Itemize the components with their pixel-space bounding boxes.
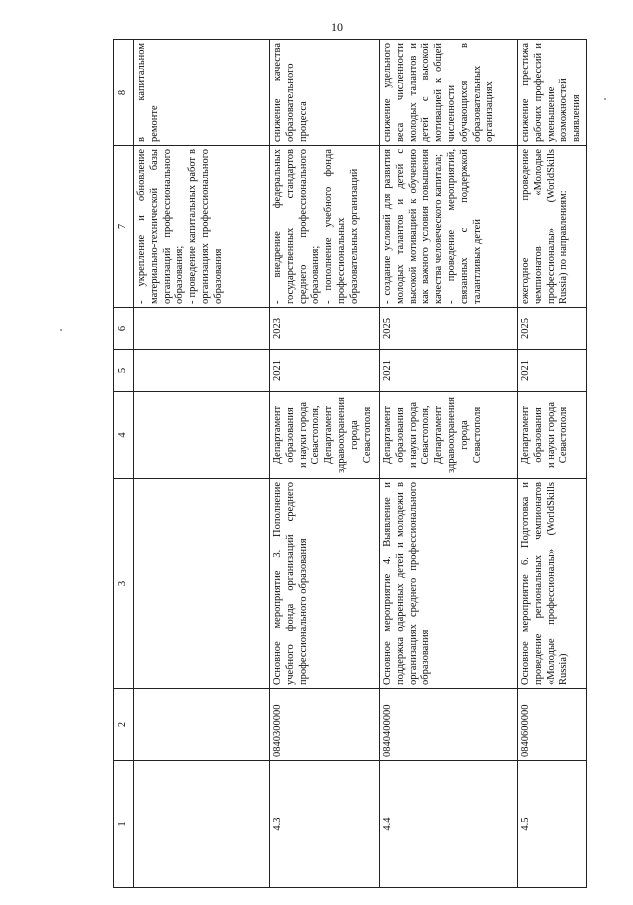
row-number-cell: 4.3	[270, 761, 380, 888]
code-cell: 0840600000	[518, 689, 587, 761]
program-events-table	[113, 39, 587, 888]
start-year-cell: 2021	[380, 350, 518, 392]
table-row	[518, 40, 587, 888]
executor-line: и науки города	[407, 401, 419, 469]
consequence-text: снижение престижа рабочих профессий и уменьшение возможностей выявления	[520, 43, 583, 142]
consequence-text: в капитальном ремонте	[136, 43, 160, 142]
column-header: 6	[114, 308, 134, 350]
column-header: 2	[114, 689, 134, 761]
executor-cell	[518, 392, 587, 479]
row-number-cell	[134, 761, 270, 888]
code-cell	[134, 689, 270, 761]
result-text: ежегодное проведение чемпионатов «Молодые профессионалы» (WorldSkills Russia) по направлениям:	[520, 149, 570, 304]
executor-line: Севастополя	[471, 406, 483, 464]
executor-line: Департамент	[323, 405, 335, 465]
executor-line: образования	[284, 407, 296, 463]
rotated-table-container	[113, 40, 583, 888]
event-cell: Основное мероприятие 6. Подготовка и проведение региональных чемпионатов «Молодые профессионалы» (WorldSkills Russia)	[518, 479, 587, 689]
code-cell: 0840400000	[380, 689, 518, 761]
column-header: 8	[114, 40, 134, 146]
results-cell	[134, 146, 270, 308]
executor-line: Севастополя,	[310, 405, 322, 465]
code-cell: 0840300000	[270, 689, 380, 761]
event-cell: Основное мероприятие 3. Пополнение учебного фонда организаций среднего профессионального образования	[270, 479, 380, 689]
executor-line: города	[348, 420, 360, 450]
executor-line: здравоохранения	[335, 397, 347, 473]
results-cell	[270, 146, 380, 308]
executor-line: и науки города	[545, 401, 557, 469]
result-text: - проведение мероприятий, связанных с поддержкой талантливых детей	[445, 149, 483, 304]
executor-line: образования	[394, 407, 406, 463]
executor-line: Департамент	[272, 405, 283, 465]
result-text: - пополнение учебного фонда профессиональных образовательных организаций	[323, 149, 360, 304]
event-cell: Основное мероприятие 4. Выявление и поддержка одаренных детей и молодежи в организациях среднего профессионального образования	[380, 479, 518, 689]
start-year-cell: 2021	[518, 350, 587, 392]
column-header: 4	[114, 392, 134, 479]
scan-speck	[60, 329, 62, 331]
result-text: - проведение капитальных работ в организациях профессионального образования	[187, 149, 224, 304]
executor-line: и науки города	[297, 401, 309, 469]
consequence-text: снижение качества образовательного процесса	[272, 43, 309, 142]
executor-line: Севастополя	[558, 406, 570, 464]
start-year-cell	[134, 350, 270, 392]
consequences-cell	[134, 40, 270, 146]
column-header: 1	[114, 761, 134, 888]
row-number-cell: 4.4	[380, 761, 518, 888]
end-year-cell: 2023	[270, 308, 380, 350]
executor-cell	[270, 392, 380, 479]
executor-cell	[134, 392, 270, 479]
end-year-cell: 2025	[518, 308, 587, 350]
column-header: 3	[114, 479, 134, 689]
executor-line: Департамент	[382, 405, 393, 465]
executor-line: Департамент	[520, 405, 531, 465]
executor-line: здравоохранения	[445, 397, 457, 473]
result-text: - внедрение федеральных государственных стандартов среднего профессионального образования;	[272, 149, 322, 304]
results-cell	[518, 146, 587, 308]
executor-cell	[380, 392, 518, 479]
end-year-cell	[134, 308, 270, 350]
end-year-cell: 2025	[380, 308, 518, 350]
executor-line: города	[458, 420, 470, 450]
row-number-cell: 4.5	[518, 761, 587, 888]
table-row	[380, 40, 518, 888]
event-cell	[134, 479, 270, 689]
consequences-cell	[270, 40, 380, 146]
consequence-text: снижение удельного веса численности молодых талантов и детей с высокой мотивацией к общей численности обучающихся в образовательных организациях	[382, 43, 496, 142]
table-row	[134, 40, 270, 888]
table-row	[270, 40, 380, 888]
result-text: - создание условий для развития молодых талантов и детей с высокой мотивацией к обучению как важного условия повышения качества человеческого капитала;	[382, 149, 445, 304]
column-header: 5	[114, 350, 134, 392]
start-year-cell: 2021	[270, 350, 380, 392]
executor-line: Севастополя	[361, 406, 373, 464]
header-row	[114, 40, 134, 888]
results-cell	[380, 146, 518, 308]
executor-line: Департамент	[433, 405, 445, 465]
consequences-cell	[380, 40, 518, 146]
executor-line: Севастополя,	[420, 405, 432, 465]
executor-line: образования	[532, 407, 544, 463]
result-text: - укрепление и обновление материально-технической базы организаций профессионального образования;	[136, 149, 186, 304]
page-number: 10	[331, 20, 343, 34]
column-header: 7	[114, 146, 134, 308]
consequences-cell	[518, 40, 587, 146]
scan-speck	[604, 98, 606, 100]
